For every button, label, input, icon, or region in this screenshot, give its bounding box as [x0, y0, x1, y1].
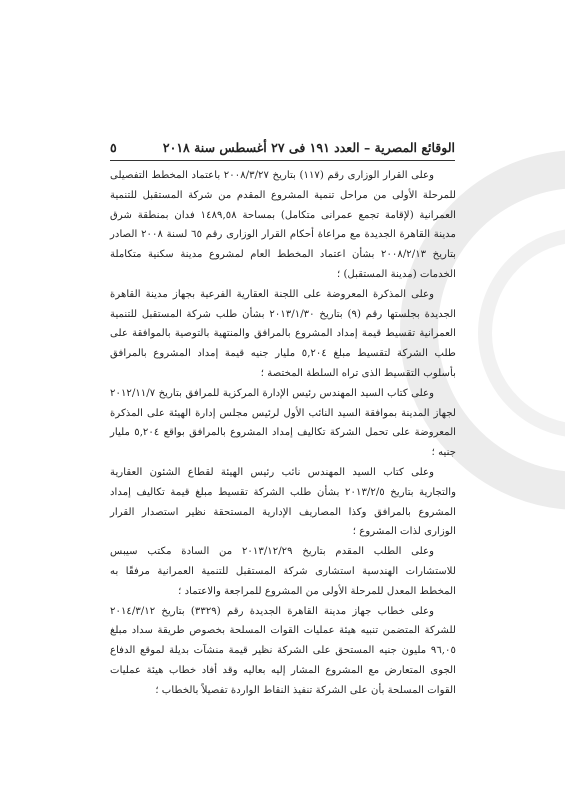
paragraph: وعلى كتاب السيد المهندس رئيس الإدارة المركزية للمرافق بتاريخ ٢٠١٢/١١/٧ لجهاز المدينة بموافقة السيد النائب الأول لرئيس مجلس إدارة الهيئة على المذكرة المعروضة على تحمل الشركة تكاليف إمداد المشروع بالمرافق بواقع ٥,٢٠٤ مليار جنيه ؛ — [110, 387, 456, 459]
paragraph: وعلى الطلب المقدم بتاريخ ٢٠١٣/١٢/٢٩ من السادة مكتب سيبس للاستشارات الهندسية استشارى شركة المستقبل للتنمية العمرانية مرفقًا به المخطط المعدل للمرحلة الأولى من المشروع للمراجعة والاعتماد ؛ — [110, 546, 456, 597]
paragraph: وعلى كتاب السيد المهندس نائب رئيس الهيئة لقطاع الشئون العقارية والتجارية بتاريخ ٢٠١٣/٢/٥ بشأن طلب الشركة تقسيط مبلغ قيمة تكاليف إمداد المشروع بالمرافق وكذا المصاريف الإدارية المستحقة نظير استصدار القرار الوزارى لذات المشروع ؛ — [110, 466, 456, 538]
document-body — [110, 166, 456, 701]
page-header — [110, 137, 455, 157]
paragraph: وعلى القرار الوزارى رقم (١١٧) بتاريخ ٢٠٠٨/٣/٢٧ باعتماد المخطط التفصيلى للمرحلة الأولى من مراحل تنمية المشروع المقدم من شركة المستقبل للتنمية العمرانية (لإقامة تجمع عمرانى متكامل) بمساحة ١٤٨٩,٥٨ فدان بمنطقة شرق مدينة القاهرة الجديدة مع مراعاة أحكام القرار الوزارى رقم ٦٥ لسنة ٢٠٠٨ الصادر بتاريخ ٢٠٠٨/٢/١٣ بشأن اعتماد المخطط العام لمشروع مدينة سكنية متكاملة الخدمات (مدينة المستقبل) ؛ — [110, 170, 456, 280]
paragraph: وعلى خطاب جهاز مدينة القاهرة الجديدة رقم (٣٣٢٩) بتاريخ ٢٠١٤/٣/١٢ للشركة المتضمن تنبيه هيئة عمليات القوات المسلحة بخصوص طريقة سداد مبلغ ٩٦,٠٥ مليون جنيه المستحق على الشركة نظير قيمة منشآت بديلة لموقع الدفاع الجوى المتعارض مع المشروع المشار إليه بعاليه وقد أفاد خطاب هيئة عمليات القوات المسلحة بأن على الشركة تنفيذ النقاط الواردة تفصيلاً بالخطاب ؛ — [110, 605, 456, 696]
paragraph: وعلى المذكرة المعروضة على اللجنة العقارية الفرعية بجهاز مدينة القاهرة الجديدة بجلستها رقم (٩) بتاريخ ٢٠١٣/١/٣٠ بشأن طلب شركة المستقبل للتنمية العمرانية تقسيط قيمة إمداد المشروع بالمرافق والمنتهية بالتوصية بالموافقة على طلب الشركة لتقسيط مبلغ ٥,٢٠٤ مليار جنيه قيمة إمداد المشروع بالمرافق بأسلوب التقسيط الذى تراه السلطة المختصة ؛ — [110, 288, 457, 379]
header-rule — [110, 160, 455, 161]
page-header-title: الوقائع المصرية – العدد ١٩١ فى ٢٧ أغسطس سنة ٢٠١٨ — [162, 139, 455, 155]
page-number: ٥ — [110, 139, 117, 155]
